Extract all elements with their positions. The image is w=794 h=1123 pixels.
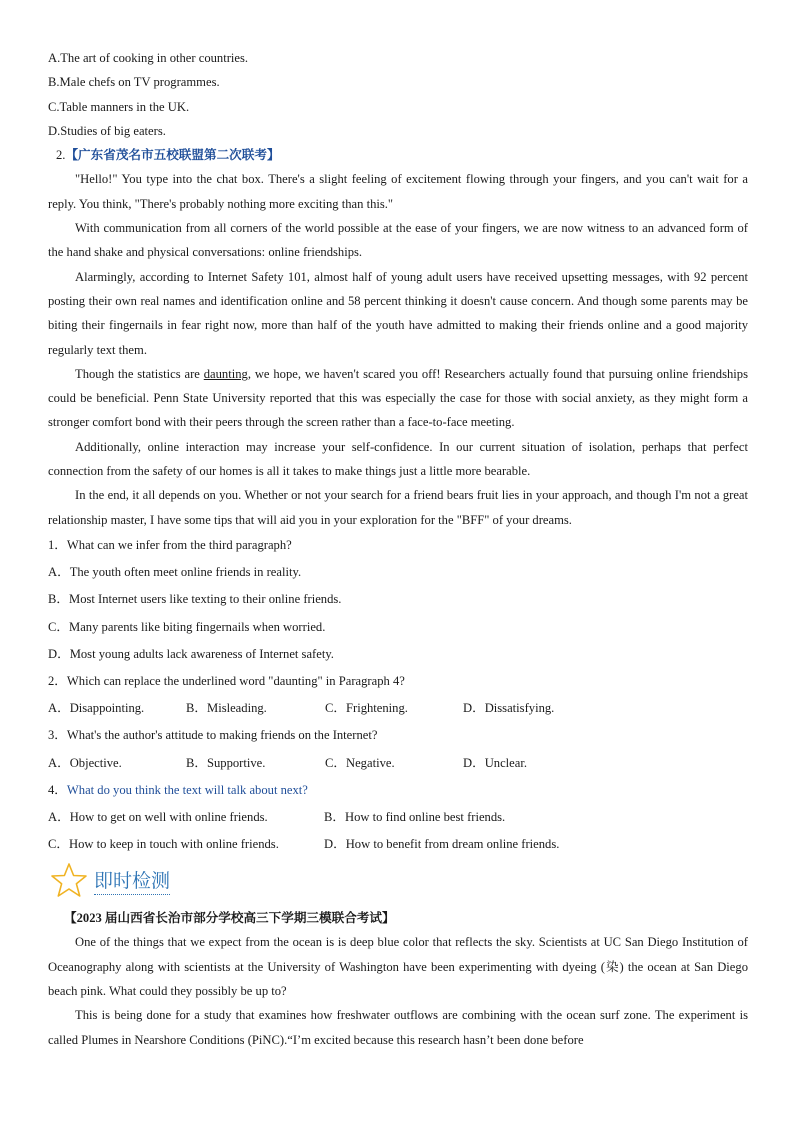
question-3-option-a: A．Objective. <box>48 755 122 770</box>
question-3-option-c: C．Negative. <box>325 755 395 770</box>
passage-2-source: 【2023 届山西省长治市部分学校高三下学期三模联合考试】 <box>64 911 395 926</box>
question-4-option-c: C．How to keep in touch with online friends. <box>48 837 279 852</box>
question-1-option-a: A．The youth often meet online friends in reality. <box>48 565 302 580</box>
passage-paragraph-2: With communication from all corners of the world possible at the ease of your fingers, we are now witness to an advanced form of the hand shake and physical conversations: online friendships. <box>48 221 748 260</box>
question-1-option-d: D．Most young adults lack awareness of Internet safety. <box>48 646 334 661</box>
question-2-stem: 2．Which can replace the underlined word "daunting" in Paragraph 4? <box>48 673 405 688</box>
question-3-option-b: B．Supportive. <box>186 755 266 770</box>
question-3-option-d: D．Unclear. <box>463 755 527 770</box>
section-title: 即时检测 <box>94 866 170 895</box>
passage-paragraph-6: In the end, it all depends on you. Whether or not your search for a friend bears fruit lies in your approach, and though I'm not a great relationship master, I have some tips that will aid you in your exploration for the "BFF" of your dreams. <box>48 488 748 527</box>
passage-2-paragraph-1: One of the things that we expect from the ocean is is deep blue color that reflects the sky. Scientists at UC San Diego Institution of Oceanography along with scientists at the University of Washington have been experimenting with dyeing (染) the ocean at San Diego beach pink. What could they possibly be up to? <box>48 935 748 998</box>
passage-paragraph-3: Alarmingly, according to Internet Safety 101, almost half of young adult users have received upsetting messages, with 92 percent posting their own real names and identification online and 58 percent thinking it doesn't cause concern. And though some parents may be biting their fingernails in fear right now, more than half of the youth have admitted to making their friends online and a good majority regularly text them. <box>48 269 748 357</box>
question-4-options-row-1 <box>48 804 748 831</box>
p4-after: , we hope, we haven't scared you off! Researchers actually found that pursuing online friendships could be beneficial. Penn State University reported that this was especially the case for those with social anxiety, as they might form a stronger comfort bond with their peers through the screen rather than a face-to-face meeting. <box>48 366 748 430</box>
question-4-option-d: D．How to benefit from dream online friends. <box>324 837 560 852</box>
underlined-word: daunting <box>203 366 248 381</box>
passage-number: 2. <box>56 148 66 163</box>
question-2-option-d: D．Dissatisfying. <box>463 701 555 716</box>
passage-paragraph-4 <box>48 362 748 435</box>
question-2-option-b: B．Misleading. <box>186 701 267 716</box>
question-4-text: What do you think the text will talk about next? <box>66 782 308 797</box>
question-4-number: 4． <box>48 782 67 797</box>
prev-option-b: B.Male chefs on TV programmes. <box>48 75 220 90</box>
question-1-stem: 1．What can we infer from the third paragraph? <box>48 537 292 552</box>
question-4-option-b: B．How to find online best friends. <box>324 809 506 824</box>
passage-paragraph-1: "Hello!" You type into the chat box. There's a slight feeling of excitement flowing through your fingers, and you can't wait for a reply. You think, "There's probably nothing more exciting than this." <box>48 172 748 211</box>
question-2-option-a: A．Disappointing. <box>48 701 145 716</box>
prev-option-d: D.Studies of big eaters. <box>48 123 166 138</box>
question-1-option-b: B．Most Internet users like texting to their online friends. <box>48 592 342 607</box>
p4-before: Though the statistics are <box>75 366 204 381</box>
question-1-option-c: C．Many parents like biting fingernails when worried. <box>48 619 326 634</box>
prev-option-c: C.Table manners in the UK. <box>48 99 190 114</box>
question-4-stem <box>48 777 748 804</box>
passage-source-text: 【广东省茂名市五校联盟第二次联考】 <box>65 148 280 163</box>
question-3-stem: 3．What's the author's attitude to making friends on the Internet? <box>48 728 378 743</box>
question-2-options <box>48 695 748 722</box>
section-heading <box>50 858 748 902</box>
passage-source <box>48 143 748 167</box>
passage-paragraph-5: Additionally, online interaction may increase your self-confidence. In our current situation of isolation, perhaps that perfect connection from the safety of our homes is all it takes to make things just a little more bearable. <box>48 439 748 479</box>
star-icon <box>50 862 88 898</box>
question-4-options-row-2 <box>48 831 748 858</box>
document-page <box>48 46 748 1052</box>
question-2-option-c: C．Frightening. <box>325 701 408 716</box>
question-3-options <box>48 750 748 777</box>
passage-2-paragraph-2: This is being done for a study that examines how freshwater outflows are combining with the ocean surf zone. The experiment is called Plumes in Nearshore Conditions (PiNC).“I’m excited because this research hasn’t been done before <box>48 1008 748 1047</box>
prev-option-a: A.The art of cooking in other countries. <box>48 51 249 65</box>
question-4-option-a: A．How to get on well with online friends. <box>48 809 268 824</box>
